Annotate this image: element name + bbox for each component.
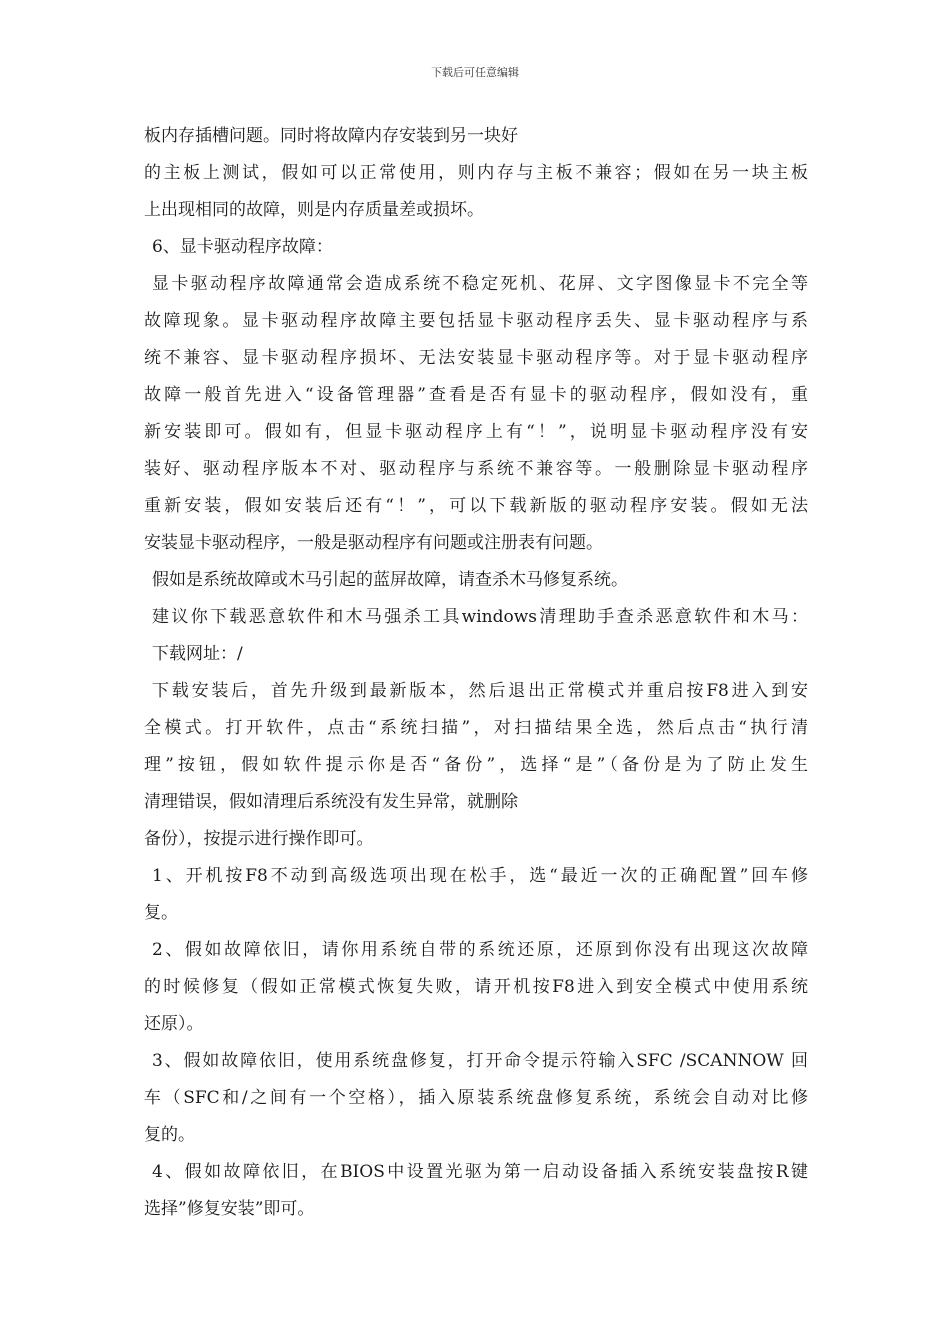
- text-line: 车（SFC和/之间有一个空格），插入原装系统盘修复系统，系统会自动对比修: [144, 1088, 808, 1108]
- text-line: 故障现象。显卡驱动程序故障主要包括显卡驱动程序丢失、显卡驱动程序与系: [144, 311, 808, 331]
- text-line: 建议你下载恶意软件和木马强杀工具windows清理助手查杀恶意软件和木马：: [152, 607, 808, 627]
- text-line: 1、开机按F8不动到高级选项出现在松手，选“最近一次的正确配置”回车修: [152, 866, 808, 886]
- text-line: 理”按钮，假如软件提示你是否“备份”，选择“是”（备份是为了防止发生: [144, 755, 808, 775]
- text-line: 安装显卡驱动程序，一般是驱动程序有问题或注册表有问题。: [144, 533, 603, 553]
- text-line: 6、显卡驱动程序故障：: [152, 237, 333, 257]
- text-line: 新安装即可。假如有，但显卡驱动程序上有“！”，说明显卡驱动程序没有安: [144, 422, 808, 442]
- text-line: 4、假如故障依旧，在BIOS中设置光驱为第一启动设备插入系统安装盘按R键: [152, 1162, 808, 1182]
- text-line: 假如是系统故障或木马引起的蓝屏故障，请查杀木马修复系统。: [152, 570, 628, 590]
- text-line: 重新安装，假如安装后还有“！”，可以下载新版的驱动程序安装。假如无法: [144, 496, 808, 516]
- text-line: 上出现相同的故障，则是内存质量差或损坏。: [144, 200, 484, 220]
- text-line: 的主板上测试，假如可以正常使用，则内存与主板不兼容；假如在另一块主板: [144, 163, 808, 183]
- text-line: 复的。: [144, 1125, 195, 1145]
- text-line: 的时候修复（假如正常模式恢复失败，请开机按F8进入到安全模式中使用系统: [144, 977, 808, 997]
- text-line: 板内存插槽问题。同时将故障内存安装到另一块好: [144, 126, 518, 146]
- text-line: 装好、驱动程序版本不对、驱动程序与系统不兼容等。一般删除显卡驱动程序: [144, 459, 808, 479]
- text-line: 3、假如故障依旧，使用系统盘修复，打开命令提示符输入SFC /SCANNOW 回: [152, 1051, 808, 1071]
- text-line: 故障一般首先进入“设备管理器”查看是否有显卡的驱动程序，假如没有，重: [144, 385, 808, 405]
- text-line: 清理错误，假如清理后系统没有发生异常，就删除: [144, 792, 518, 812]
- page-header: 下载后可任意编辑: [431, 66, 519, 79]
- text-line: 还原）。: [144, 1014, 204, 1034]
- text-line: 全模式。打开软件，点击“系统扫描”，对扫描结果全选，然后点击“执行清: [144, 718, 808, 738]
- document-body: [144, 118, 808, 1228]
- text-line: 选择”修复安装”即可。: [144, 1199, 315, 1219]
- text-line: 复。: [144, 903, 178, 923]
- text-line: 下载安装后，首先升级到最新版本，然后退出正常模式并重启按F8进入到安: [152, 681, 808, 701]
- text-line: 下载网址：/: [152, 644, 243, 664]
- text-line: 备份），按提示进行操作即可。: [144, 829, 374, 849]
- text-line: 统不兼容、显卡驱动程序损坏、无法安装显卡驱动程序等。对于显卡驱动程序: [144, 348, 808, 368]
- text-line: 显卡驱动程序故障通常会造成系统不稳定死机、花屏、文字图像显卡不完全等: [152, 274, 808, 294]
- text-line: 2、假如故障依旧，请你用系统自带的系统还原，还原到你没有出现这次故障: [152, 940, 808, 960]
